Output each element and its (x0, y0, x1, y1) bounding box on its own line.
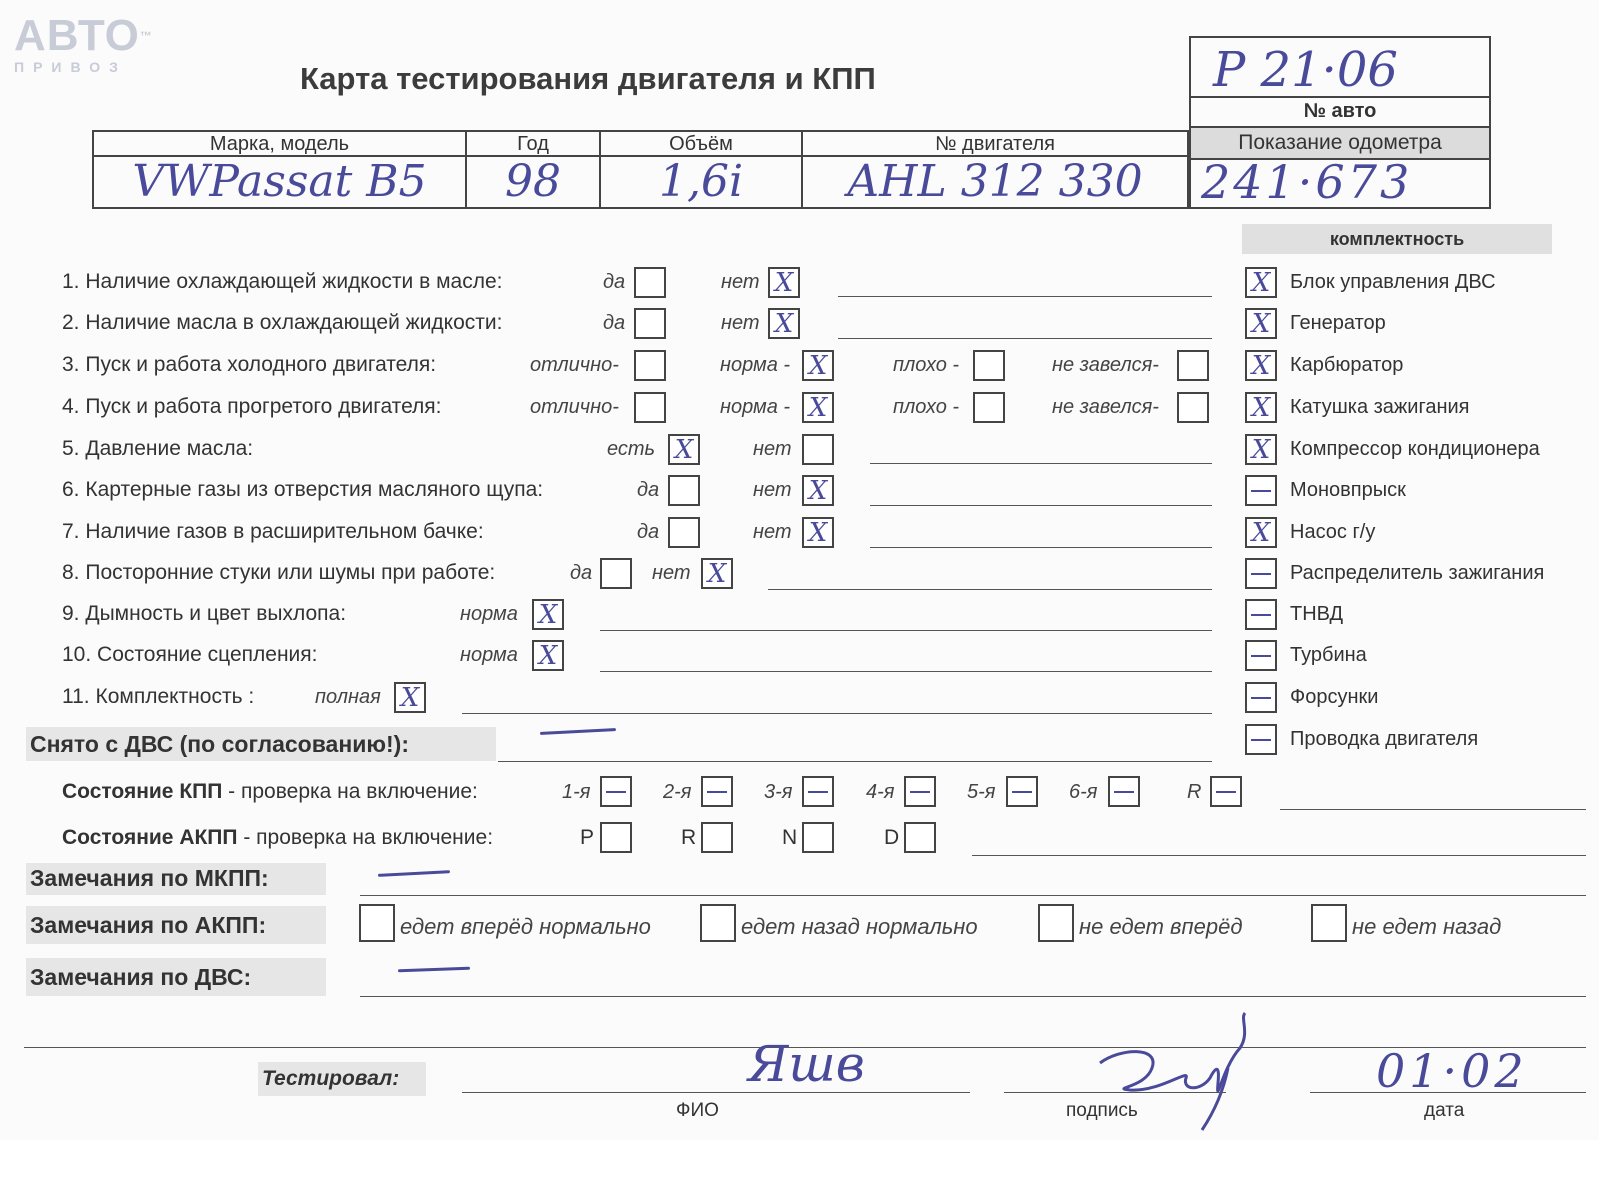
car-number-box (1189, 36, 1491, 209)
component-checkbox-5[interactable]: X (1245, 434, 1277, 465)
volume-value: 1,6i (658, 156, 744, 207)
akpp-option-label: едет назад нормально (741, 914, 978, 939)
component-label: Турбина (1290, 644, 1367, 666)
q11-full-checkbox[interactable]: X (394, 682, 426, 713)
option-excellent-label: отлично- (530, 396, 619, 418)
q3-normal-checkbox[interactable]: X (802, 350, 834, 381)
akpp-p-checkbox[interactable] (600, 822, 632, 853)
kpp-label: Состояние КПП - проверка на включение: (62, 780, 478, 803)
tested-by-label: Тестировал: (258, 1062, 426, 1096)
option-no-label: нет (753, 479, 792, 501)
tester-name-value: Яшв (748, 1035, 865, 1093)
component-checkbox-6[interactable] (1245, 475, 1277, 506)
option-bad-label: плохо - (893, 354, 960, 376)
akpp-forward-ok-checkbox[interactable] (359, 904, 395, 942)
q6-yes-checkbox[interactable] (668, 475, 700, 506)
ink-dash-removed (540, 728, 616, 735)
akpp-d-checkbox[interactable] (904, 822, 936, 853)
q6-no-checkbox[interactable]: X (802, 475, 834, 506)
gear-4-checkbox[interactable] (904, 776, 936, 807)
odometer-value: 241·673 (1201, 155, 1413, 209)
q4-excellent-checkbox[interactable] (634, 392, 666, 423)
component-checkbox-12[interactable] (1245, 724, 1277, 755)
option-norm-label: норма (460, 644, 518, 666)
option-full-label: полная (315, 686, 381, 708)
option-not-started-label: не завелся- (1052, 396, 1159, 418)
avtoprivoz-logo: АВТО™ ПРИВОЗ (14, 11, 153, 75)
akpp-no-reverse-checkbox[interactable] (1311, 904, 1347, 942)
component-checkbox-2[interactable]: X (1245, 308, 1277, 339)
option-normal-label: норма - (720, 354, 791, 376)
completeness-header: комплектность (1242, 224, 1552, 254)
component-label: Форсунки (1290, 686, 1379, 708)
option-not-started-label: не завелся- (1052, 354, 1159, 376)
akpp-option-label: не едет назад (1352, 914, 1502, 939)
gear-label: 5-я (967, 781, 996, 803)
option-no-label: нет (721, 271, 760, 293)
q10-norm-checkbox[interactable]: X (532, 640, 564, 671)
date-caption: дата (1424, 1100, 1465, 1121)
component-checkbox-9[interactable] (1245, 599, 1277, 630)
engine-number-cell: № двигателя AHL 312 330 (803, 132, 1187, 207)
akpp-position-label: R (681, 826, 697, 849)
question-1: 1. Наличие охлаждающей жидкости в масле: (62, 270, 503, 293)
component-label: Катушка зажигания (1290, 396, 1470, 418)
q1-no-checkbox[interactable]: X (768, 267, 800, 298)
engine-number-value: AHL 312 330 (847, 156, 1143, 207)
q8-yes-checkbox[interactable] (600, 558, 632, 589)
component-checkbox-3[interactable]: X (1245, 350, 1277, 381)
question-3: 3. Пуск и работа холодного двигателя: (62, 353, 437, 376)
gear-r-checkbox[interactable] (1210, 776, 1242, 807)
date-value: 01·02 (1376, 1044, 1528, 1098)
q3-not-started-checkbox[interactable] (1177, 350, 1209, 381)
q5-present-checkbox[interactable]: X (668, 434, 700, 465)
option-yes-label: да (603, 312, 626, 334)
option-yes-label: да (637, 479, 660, 501)
component-checkbox-8[interactable] (1245, 558, 1277, 589)
akpp-reverse-ok-checkbox[interactable] (700, 904, 736, 942)
component-label: Проводка двигателя (1290, 728, 1479, 750)
page-title: Карта тестирования двигателя и КПП (300, 61, 876, 96)
akpp-position-label: N (782, 826, 798, 849)
year-value: 98 (505, 156, 561, 207)
fio-caption: ФИО (676, 1100, 719, 1121)
option-no-label: нет (721, 312, 760, 334)
question-7: 7. Наличие газов в расширительном бачке: (62, 520, 484, 543)
option-present-label: есть (607, 438, 656, 460)
q9-norm-checkbox[interactable]: X (532, 599, 564, 630)
question-5: 5. Давление масла: (62, 437, 254, 460)
gear-6-checkbox[interactable] (1108, 776, 1140, 807)
gear-label: 2-я (663, 781, 692, 803)
akpp-r-checkbox[interactable] (701, 822, 733, 853)
volume-cell: Объём 1,6i (601, 132, 803, 207)
odometer-label: Показание одометра (1191, 126, 1489, 160)
akpp-label: Состояние АКПП - проверка на включение: (62, 826, 494, 849)
gear-label: 3-я (764, 781, 793, 803)
gear-2-checkbox[interactable] (701, 776, 733, 807)
component-checkbox-10[interactable] (1245, 640, 1277, 671)
question-6: 6. Картерные газы из отверстия масляного щупа: (62, 478, 544, 501)
component-label: Компрессор кондиционера (1290, 438, 1540, 460)
make-model-cell: Марка, модель VWPassat B5 (94, 132, 467, 207)
gear-label: 1-я (562, 781, 591, 803)
question-11: 11. Комплектность : (62, 685, 255, 708)
option-yes-label: да (637, 521, 660, 543)
q1-yes-checkbox[interactable] (634, 267, 666, 298)
question-2: 2. Наличие масла в охлаждающей жидкости: (62, 311, 503, 334)
option-normal-label: норма - (720, 396, 791, 418)
q8-no-checkbox[interactable]: X (701, 558, 733, 589)
option-no-label: нет (652, 562, 691, 584)
option-bad-label: плохо - (893, 396, 960, 418)
akpp-option-label: едет вперёд нормально (400, 914, 651, 939)
year-cell: Год 98 (467, 132, 601, 207)
ink-dash-dvs (398, 967, 470, 973)
q4-bad-checkbox[interactable] (973, 392, 1005, 423)
vehicle-info-table (92, 130, 1189, 209)
q2-no-checkbox[interactable]: X (768, 308, 800, 339)
car-number-label: № авто (1303, 100, 1377, 122)
component-label: ТНВД (1290, 603, 1344, 625)
component-label: Моновпрыск (1290, 479, 1406, 501)
component-label: Распределитель зажигания (1290, 562, 1545, 584)
remarks-dvs-label: Замечания по ДВС: (26, 958, 326, 996)
option-yes-label: да (570, 562, 593, 584)
q7-yes-checkbox[interactable] (668, 517, 700, 548)
signature-caption: подпись (1066, 1100, 1138, 1121)
q4-not-started-checkbox[interactable] (1177, 392, 1209, 423)
component-checkbox-1[interactable]: X (1245, 267, 1277, 298)
q2-yes-checkbox[interactable] (634, 308, 666, 339)
gear-1-checkbox[interactable] (600, 776, 632, 807)
gear-3-checkbox[interactable] (802, 776, 834, 807)
ink-dash-mkpp (378, 870, 450, 877)
component-label: Генератор (1290, 312, 1386, 334)
option-norm-label: норма (460, 603, 518, 625)
component-checkbox-11[interactable] (1245, 682, 1277, 713)
q5-no-checkbox[interactable] (802, 434, 834, 465)
q7-no-checkbox[interactable]: X (802, 517, 834, 548)
component-label: Насос г/у (1290, 521, 1376, 543)
option-no-label: нет (753, 521, 792, 543)
q3-bad-checkbox[interactable] (973, 350, 1005, 381)
car-number-value: P 21·06 (1213, 42, 1398, 98)
question-9: 9. Дымность и цвет выхлопа: (62, 602, 347, 625)
option-yes-label: да (603, 271, 626, 293)
component-label: Карбюратор (1290, 354, 1404, 376)
question-8: 8. Посторонние стуки или шумы при работе: (62, 561, 496, 584)
q3-excellent-checkbox[interactable] (634, 350, 666, 381)
akpp-no-forward-checkbox[interactable] (1038, 904, 1074, 942)
question-4: 4. Пуск и работа прогретого двигателя: (62, 395, 442, 418)
akpp-option-label: не едет вперёд (1079, 914, 1243, 939)
gear-label: 6-я (1069, 781, 1098, 803)
option-excellent-label: отлично- (530, 354, 619, 376)
gear-label: 4-я (866, 781, 895, 803)
akpp-position-label: D (884, 826, 900, 849)
component-checkbox-7[interactable]: X (1245, 517, 1277, 548)
question-10: 10. Состояние сцепления: (62, 643, 318, 666)
gear-5-checkbox[interactable] (1006, 776, 1038, 807)
option-no-label: нет (753, 438, 792, 460)
component-label: Блок управления ДВС (1290, 271, 1496, 293)
component-checkbox-4[interactable]: X (1245, 392, 1277, 423)
gear-label: R (1187, 781, 1202, 803)
remarks-mkpp-label: Замечания по МКПП: (26, 863, 326, 895)
akpp-position-label: P (580, 826, 595, 849)
make-model-value: VWPassat B5 (132, 156, 427, 207)
q4-normal-checkbox[interactable]: X (802, 392, 834, 423)
akpp-n-checkbox[interactable] (802, 822, 834, 853)
remarks-akpp-label: Замечания по АКПП: (26, 906, 326, 944)
removed-label: Снято с ДВС (по согласованию!): (26, 727, 496, 761)
